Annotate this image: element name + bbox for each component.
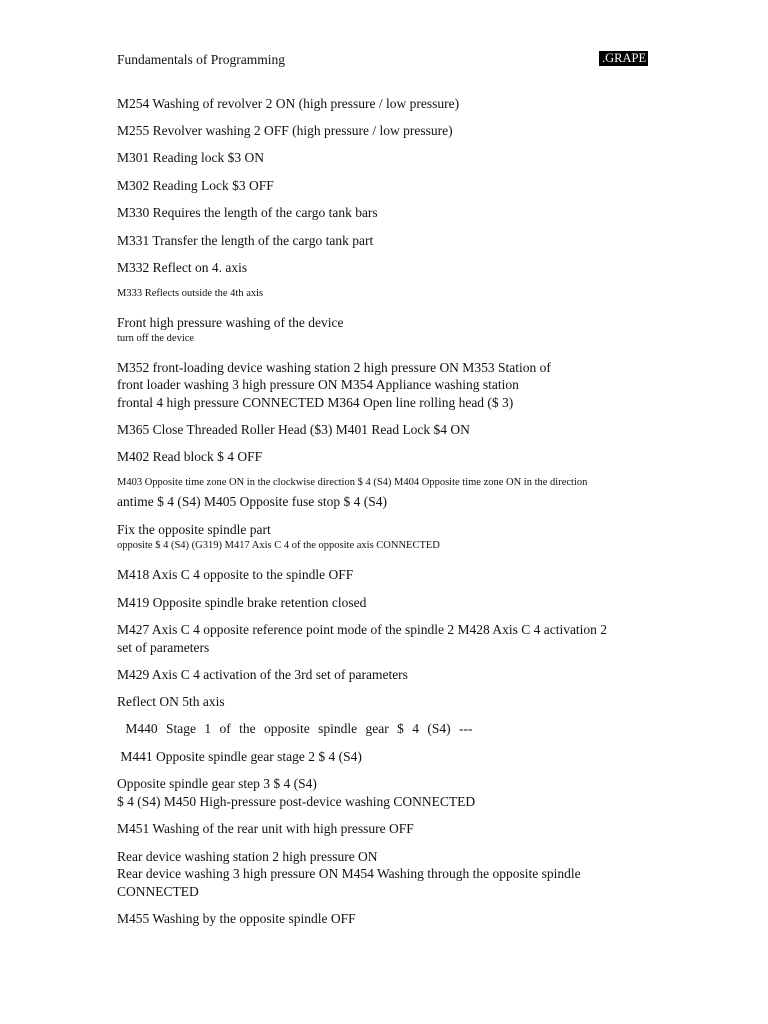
text-line: Reflect ON 5th axis — [117, 694, 225, 709]
text-line: M419 Opposite spindle brake retention closed — [117, 595, 367, 610]
text-line: M255 Revolver washing 2 OFF (high pressure / low pressure) — [117, 123, 453, 138]
document-header-title: Fundamentals of Programming — [117, 52, 285, 67]
text-line: M440 Stage 1 of the opposite spindle gear $ 4 (S4) --- — [117, 721, 473, 736]
text-line: frontal 4 high pressure CONNECTED M364 Open line rolling head ($ 3) — [117, 395, 514, 410]
text-line: M429 Axis C 4 activation of the 3rd set of parameters — [117, 667, 408, 682]
text-line: M301 Reading lock $3 ON — [117, 150, 264, 165]
text-line: M365 Close Threaded Roller Head ($3) M401 Read Lock $4 ON — [117, 422, 470, 437]
text-line: CONNECTED — [117, 884, 199, 899]
text-line: Rear device washing 3 high pressure ON M454 Washing through the opposite spindle — [117, 866, 581, 881]
text-line: set of parameters — [117, 640, 210, 655]
text-line: M254 Washing of revolver 2 ON (high pressure / low pressure) — [117, 96, 460, 111]
text-line: M402 Read block $ 4 OFF — [117, 449, 263, 464]
text-line: turn off the device — [117, 333, 195, 344]
text-line: antime $ 4 (S4) M405 Opposite fuse stop $ 4 (S4) — [117, 494, 387, 509]
text-line: Opposite spindle gear step 3 $ 4 (S4) — [117, 776, 317, 791]
text-line: M332 Reflect on 4. axis — [117, 260, 248, 275]
text-line: M441 Opposite spindle gear stage 2 $ 4 (S4) — [117, 749, 362, 764]
text-line: M352 front-loading device washing station 2 high pressure ON M353 Station of — [117, 360, 551, 375]
text-line: opposite $ 4 (S4) (G319) M417 Axis C 4 of the opposite axis CONNECTED — [117, 540, 440, 551]
text-line: M418 Axis C 4 opposite to the spindle OFF — [117, 567, 354, 582]
text-line: M403 Opposite time zone ON in the clockwise direction $ 4 (S4) M404 Opposite time zone ON in the direction — [117, 477, 588, 488]
text-line: M427 Axis C 4 opposite reference point mode of the spindle 2 M428 Axis C 4 activation 2 — [117, 622, 608, 637]
text-line: Fix the opposite spindle part — [117, 522, 271, 537]
text-line: M333 Reflects outside the 4th axis — [117, 288, 264, 299]
text-line: M331 Transfer the length of the cargo tank part — [117, 233, 374, 248]
text-line: front loader washing 3 high pressure ON M354 Appliance washing station — [117, 377, 519, 392]
text-line: Rear device washing station 2 high pressure ON — [117, 849, 378, 864]
text-line: M455 Washing by the opposite spindle OFF — [117, 911, 356, 926]
text-line: M302 Reading Lock $3 OFF — [117, 178, 274, 193]
brand-logo: .GRAPE — [599, 51, 648, 66]
text-line: Front high pressure washing of the device — [117, 315, 344, 330]
text-line: M330 Requires the length of the cargo tank bars — [117, 205, 378, 220]
text-line: M451 Washing of the rear unit with high pressure OFF — [117, 821, 414, 836]
text-line: $ 4 (S4) M450 High-pressure post-device washing CONNECTED — [117, 794, 476, 809]
